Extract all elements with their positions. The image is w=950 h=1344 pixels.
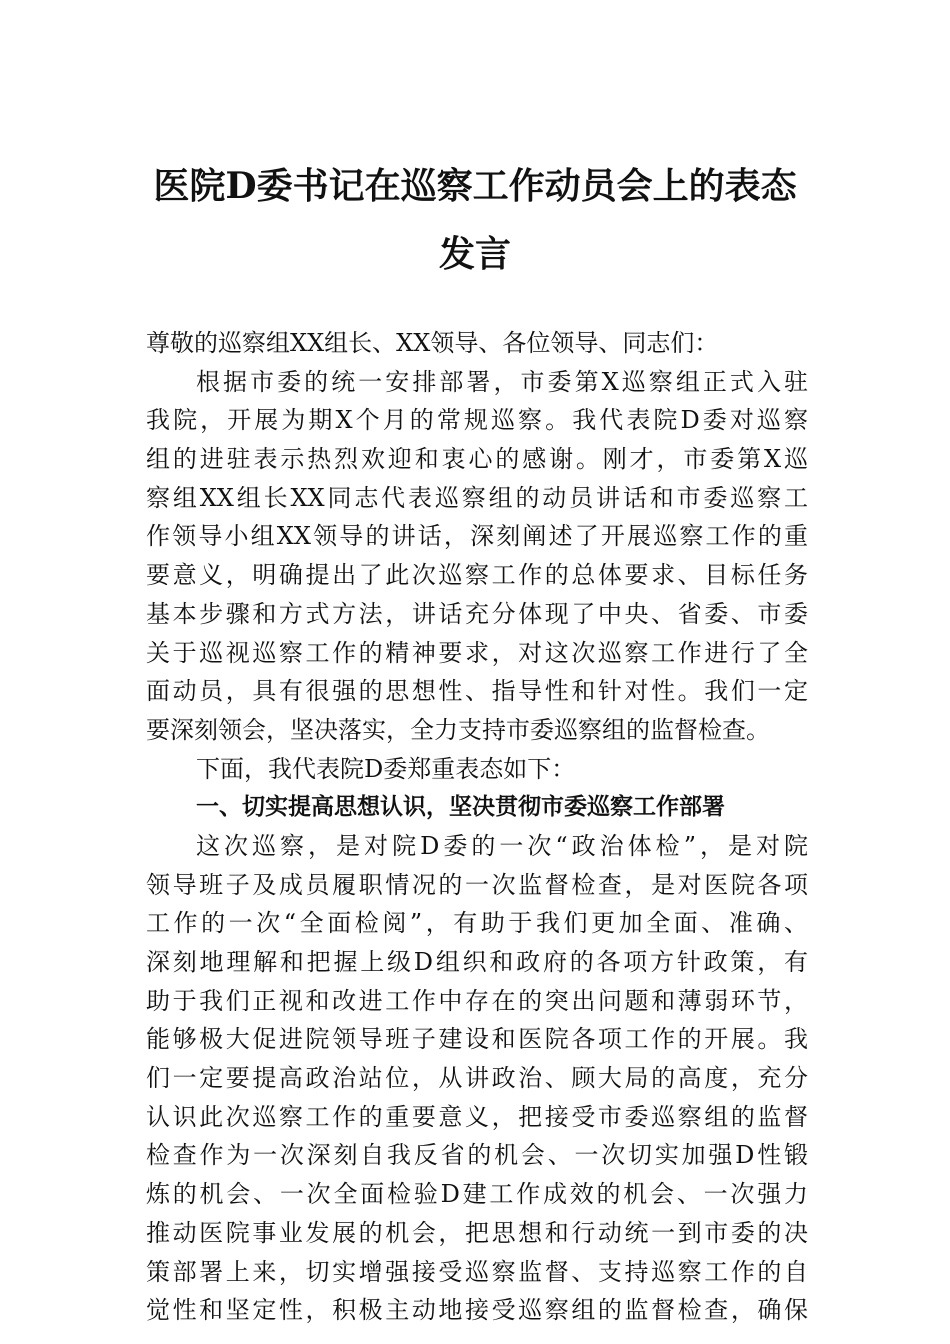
paragraph-line: 检查作为一次深刻自我反省的机会、一次切实加强D性锻 [146,1141,808,1170]
section-heading: 一、切实提高思想认识，坚决贯彻市委巡察工作部署 [196,794,725,821]
paragraph-line: 觉性和坚定性，积极主动地接受巡察组的监督检查，确保 [146,1296,808,1325]
document-title-line-2: 发言 [438,233,511,275]
paragraph-line: 工作的一次“全面检阅”，有助于我们更加全面、准确、 [146,909,808,938]
document-title-line-1: 医院D委书记在巡察工作动员会上的表态 [153,165,797,207]
paragraph-line: 推动医院事业发展的机会，把思想和行动统一到市委的决 [146,1218,808,1247]
paragraph-line: 面动员，具有很强的思想性、指导性和针对性。我们一定 [146,677,808,706]
paragraph-line: 关于巡视巡察工作的精神要求，对这次巡察工作进行了全 [146,638,808,667]
paragraph-line: 作领导小组XX领导的讲话，深刻阐述了开展巡察工作的重 [146,522,808,551]
paragraph-line: 根据市委的统一安排部署，市委第X巡察组正式入驻 [196,367,808,396]
paragraph-line: 下面，我代表院D委郑重表态如下： [196,754,576,783]
paragraph-line: 深刻地理解和把握上级D组织和政府的各项方针政策，有 [146,948,808,976]
paragraph-line: 组的进驻表示热烈欢迎和衷心的感谢。刚才，市委第X巡 [146,445,808,474]
paragraph-line: 基本步骤和方式方法，讲话充分体现了中央、省委、市委 [146,599,808,628]
paragraph-line: 察组XX组长XX同志代表巡察组的动员讲话和市委巡察工 [146,483,808,512]
salutation: 尊敬的巡察组XX组长、XX领导、各位领导、同志们： [146,329,719,357]
paragraph-line: 要意义，明确提出了此次巡察工作的总体要求、目标任务 [146,561,808,590]
document-body [146,324,808,1330]
paragraph-line: 助于我们正视和改进工作中存在的突出问题和薄弱环节， [146,986,808,1015]
paragraph-line: 们一定要提高政治站位，从讲政治、顾大局的高度，充分 [146,1064,808,1093]
paragraph-line: 我院，开展为期X个月的常规巡察。我代表院D委对巡察 [146,406,808,435]
paragraph-line: 能够极大促进院领导班子建设和医院各项工作的开展。我 [146,1025,808,1054]
paragraph-line: 领导班子及成员履职情况的一次监督检查，是对医院各项 [146,870,808,899]
paragraph-line: 这次巡察，是对院D委的一次“政治体检”，是对院 [196,831,808,860]
paragraph-line: 策部署上来，切实增强接受巡察监督、支持巡察工作的自 [146,1257,808,1286]
paragraph-line: 认识此次巡察工作的重要意义，把接受市委巡察组的监督 [146,1102,808,1131]
paragraph-line: 炼的机会、一次全面检验D建工作成效的机会、一次强力 [146,1180,808,1209]
paragraph-line: 要深刻领会，坚决落实，全力支持市委巡察组的监督检查。 [146,715,770,744]
